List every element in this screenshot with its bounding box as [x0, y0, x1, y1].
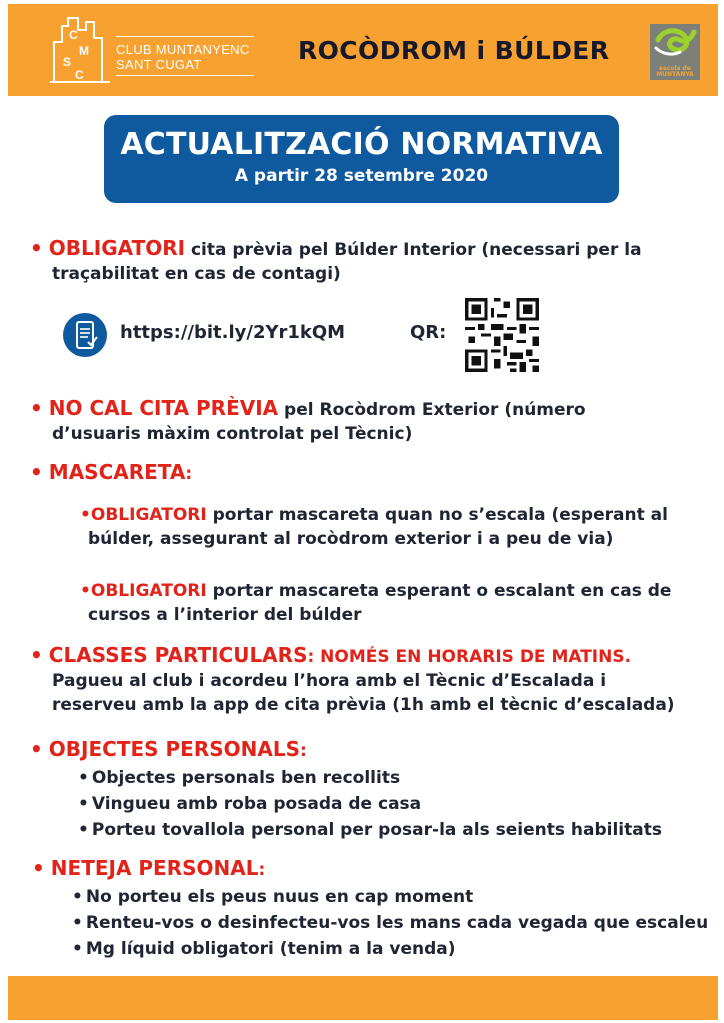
objectes-item-text: Vingueu amb roba posada de casa	[91, 794, 422, 814]
svg-text:M: M	[79, 44, 89, 58]
banner-title: ACTUALITZACIÓ NORMATIVA	[120, 127, 603, 162]
neteja-heading: NETEJA PERSONAL	[50, 856, 259, 880]
header-bar	[8, 4, 718, 96]
section-cita-previa	[30, 236, 642, 286]
section-mascareta	[30, 460, 192, 486]
update-banner	[104, 115, 619, 203]
neteja-item-text: No porteu els peus nuus en cap moment	[85, 887, 474, 907]
mascareta-item-2-highlight: OBLIGATORI	[90, 581, 207, 601]
list-item	[78, 765, 662, 791]
list-item	[72, 910, 708, 936]
list-item	[72, 884, 708, 910]
section-objectes-personals	[30, 737, 307, 763]
document-icon	[62, 312, 108, 358]
escola-knot-icon	[650, 24, 700, 64]
classes-line1: Pagueu al club i acordeu l’hora amb el Tècnic d’Escalada i	[52, 671, 607, 691]
svg-text:S: S	[63, 55, 72, 69]
bullet-icon: •	[30, 737, 43, 761]
objectes-colon: :	[300, 741, 307, 761]
cita-line2: traçabilitat en cas de contagi)	[52, 264, 341, 284]
mascareta-item-2	[80, 579, 671, 627]
objectes-list	[78, 765, 662, 843]
exterior-line1: pel Rocòdrom Exterior (número	[278, 400, 586, 420]
cita-highlight: OBLIGATORI	[48, 236, 186, 260]
sub-bullet-icon: •	[78, 768, 89, 788]
mascareta-item-1	[80, 503, 668, 551]
classes-line2: reserveu amb la app de cita prèvia (1h amb el tècnic d’escalada)	[52, 695, 675, 715]
qr-label: QR:	[410, 322, 447, 343]
mascareta-item-1-highlight: OBLIGATORI	[90, 505, 207, 525]
neteja-list	[72, 884, 708, 962]
bullet-icon: •	[30, 396, 43, 420]
club-name-line2: SANT CUGAT	[116, 57, 202, 72]
sub-bullet-icon: •	[72, 887, 83, 907]
bullet-icon: •	[30, 643, 43, 667]
sub-bullet-icon: •	[72, 913, 83, 933]
exterior-line2: d’usuaris màxim controlat pel Tècnic)	[52, 424, 413, 444]
classes-heading-rest: : NOMÉS EN HORARIS DE MATINS.	[307, 647, 632, 667]
club-name-line1: CLUB MUNTANYENC	[116, 42, 250, 57]
list-item	[72, 936, 708, 962]
sub-bullet-icon: •	[80, 505, 91, 525]
svg-text:C: C	[69, 28, 78, 42]
neteja-item-text: Renteu-vos o desinfecteu-vos les mans cada vegada que escaleu	[85, 913, 709, 933]
objectes-item-text: Objectes personals ben recollits	[91, 768, 401, 788]
classes-heading: CLASSES PARTICULARS	[48, 643, 308, 667]
club-name-top-rule	[116, 36, 254, 37]
section-classes-particulars	[30, 643, 675, 717]
mascareta-heading: MASCARETA	[48, 460, 186, 484]
mascareta-item-2-line1: portar mascareta esperant o escalant en cas de	[206, 581, 672, 601]
list-item	[78, 791, 662, 817]
mascareta-item-1-line2: búlder, assegurant al rocòdrom exterior i a peu de via)	[88, 529, 614, 549]
qr-code-icon[interactable]	[462, 295, 542, 375]
booking-link[interactable]: https://bit.ly/2Yr1kQM	[120, 322, 346, 343]
bullet-icon: •	[32, 856, 45, 880]
footer-bar	[8, 976, 718, 1020]
list-item	[78, 817, 662, 843]
mascareta-colon: :	[185, 464, 193, 484]
header-title: ROCÒDROM i BÚLDER	[298, 36, 610, 65]
sub-bullet-icon: •	[78, 794, 89, 814]
objectes-heading: OBJECTES PERSONALS	[48, 737, 300, 761]
neteja-colon: :	[258, 860, 266, 880]
club-name-bottom-rule	[116, 75, 254, 76]
cita-line1: cita prèvia pel Búlder Interior (necessari per la	[185, 240, 642, 260]
club-name	[116, 42, 250, 72]
mascareta-item-2-line2: cursos a l’interior del búlder	[88, 605, 362, 625]
neteja-item-text: Mg líquid obligatori (tenim a la venda)	[85, 939, 456, 959]
banner-subtitle: A partir 28 setembre 2020	[234, 166, 489, 186]
exterior-highlight: NO CAL CITA PRÈVIA	[48, 396, 279, 420]
escola-logo-text: escola de MUNTANYA	[656, 65, 694, 78]
objectes-item-text: Porteu tovallola personal per posar-la als seients habilitats	[91, 820, 662, 840]
sub-bullet-icon: •	[72, 939, 83, 959]
bullet-icon: •	[30, 236, 43, 260]
section-neteja-personal	[32, 856, 265, 882]
club-logo-icon	[48, 12, 112, 84]
sub-bullet-icon: •	[78, 820, 89, 840]
section-exterior	[30, 396, 586, 446]
mascareta-item-1-line1: portar mascareta quan no s’escala (esperant al	[206, 505, 668, 525]
sub-bullet-icon: •	[80, 581, 91, 601]
svg-text:C: C	[75, 68, 84, 82]
bullet-icon: •	[30, 460, 43, 484]
